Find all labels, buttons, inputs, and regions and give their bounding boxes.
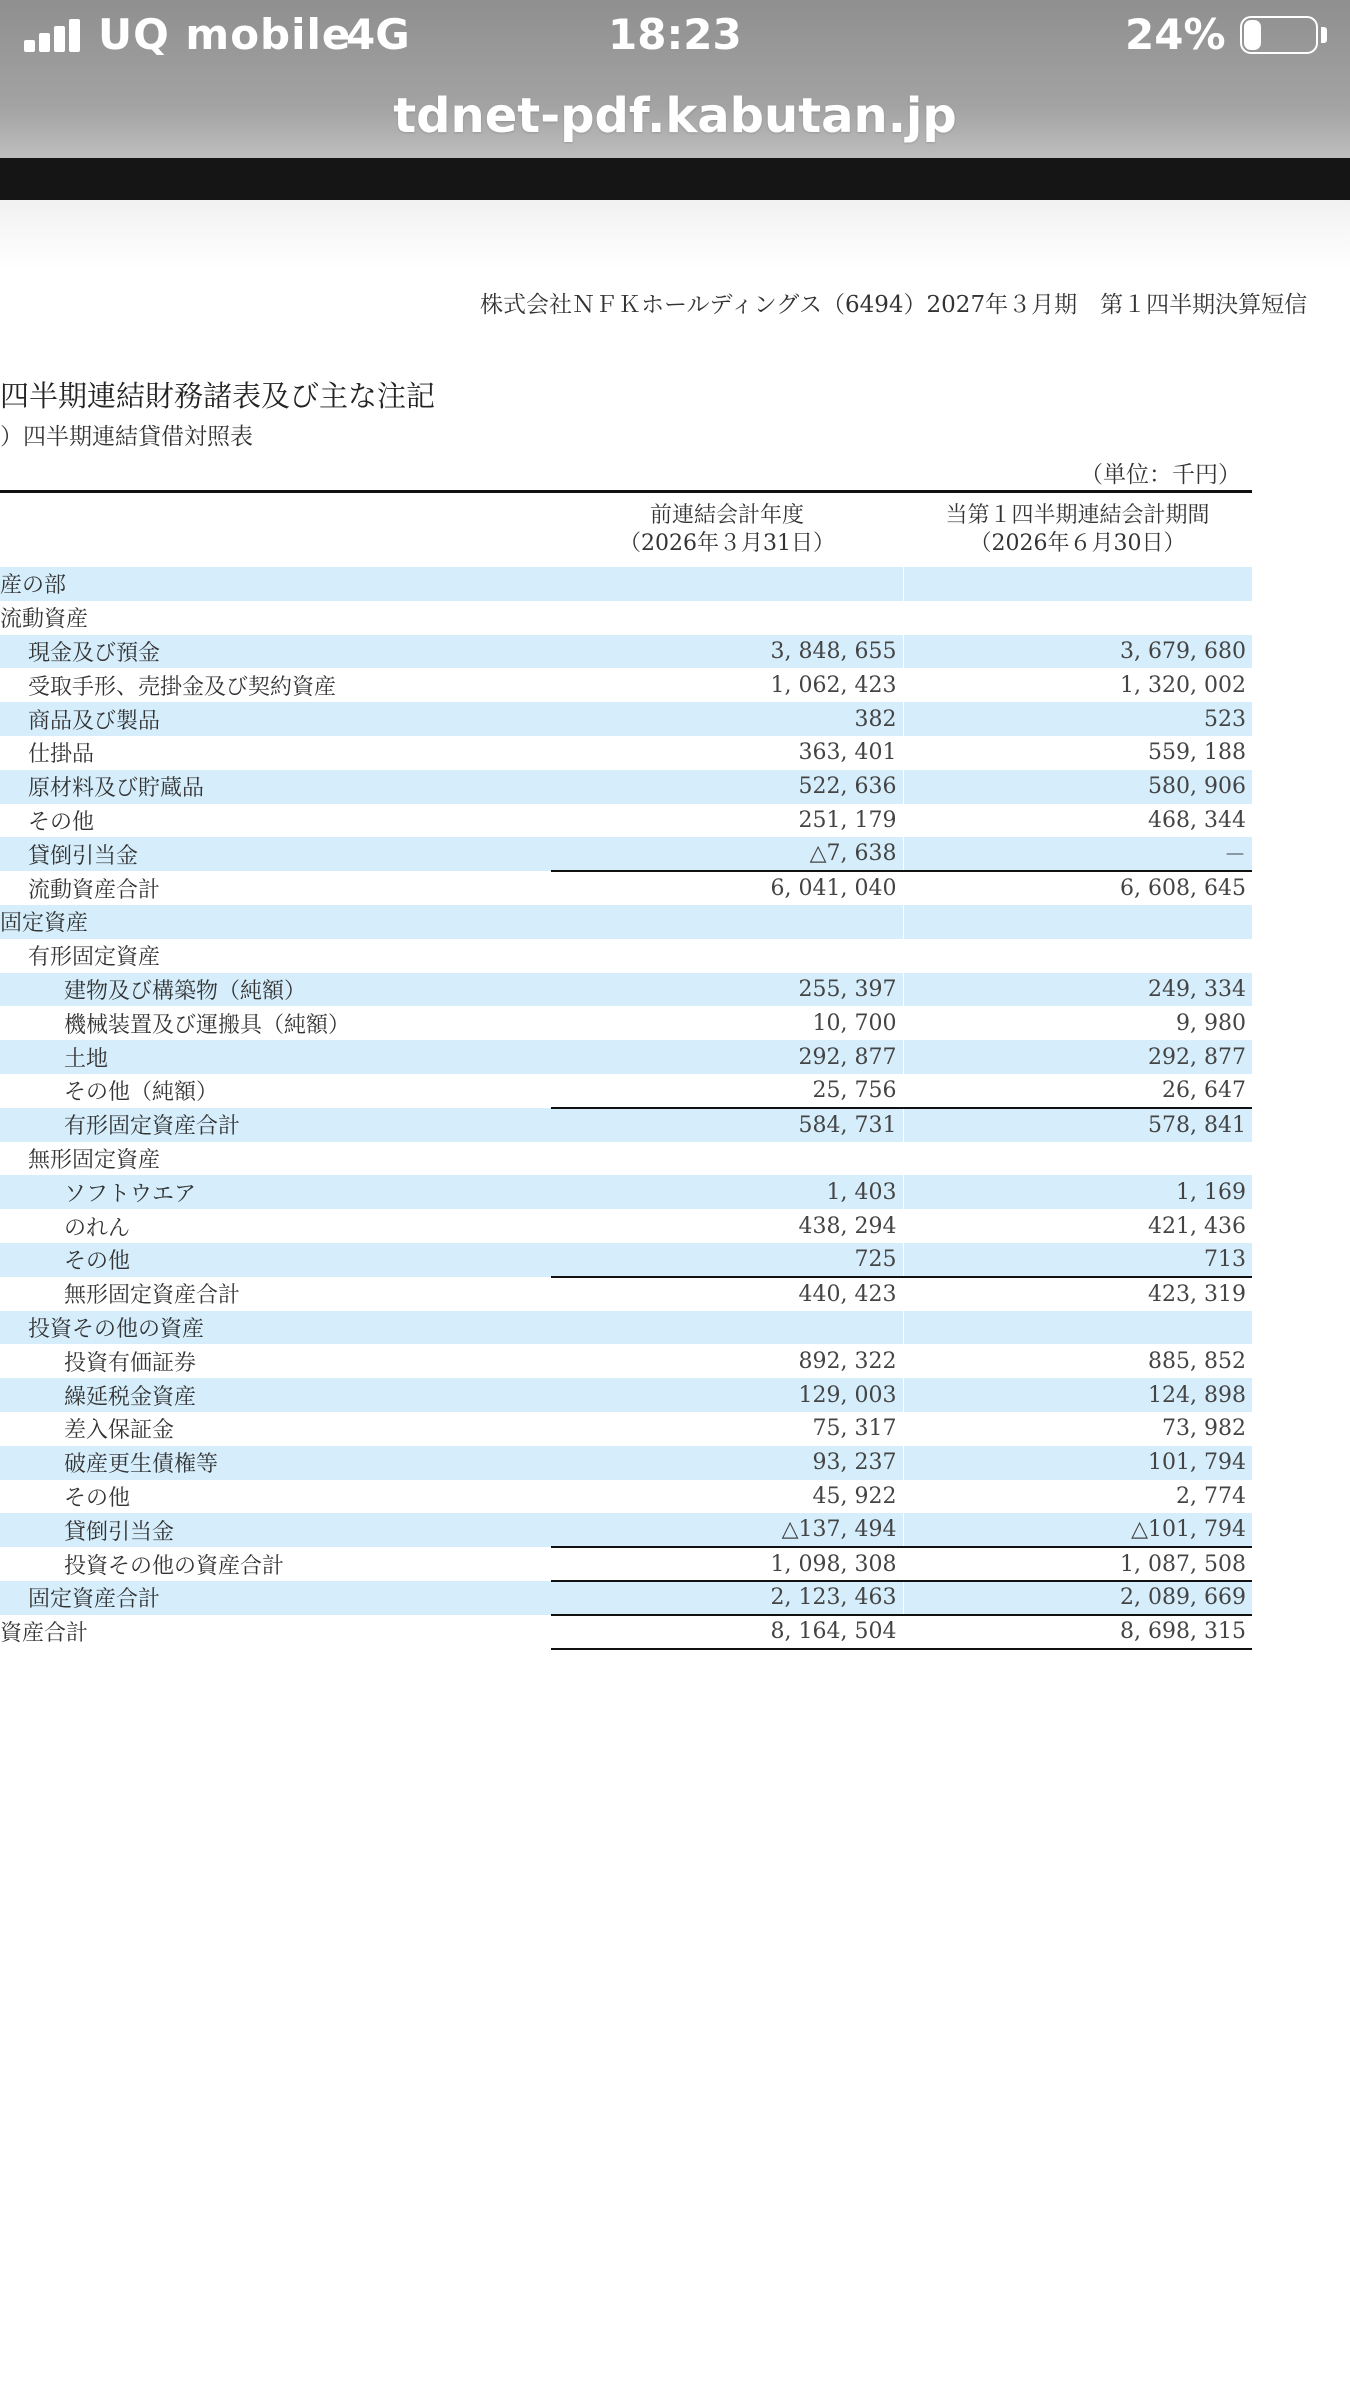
table-row	[0, 668, 1252, 702]
prev-period-value: 438, 294	[798, 1213, 897, 1239]
current-period-value: 2, 089, 669	[903, 1581, 1252, 1615]
table-row	[0, 702, 1252, 736]
table-header-row	[0, 492, 1252, 568]
row-label: 投資その他の資産合計	[64, 1553, 285, 1579]
current-period-value: 713	[903, 1243, 1252, 1277]
prev-period-value: 6, 041, 040	[551, 871, 903, 905]
row-label: 無形固定資産合計	[64, 1283, 241, 1309]
current-period-value: 1, 087, 508	[903, 1547, 1252, 1581]
prev-period-value: 892, 322	[798, 1348, 897, 1374]
signal-bar	[69, 19, 80, 52]
current-period-value	[903, 1311, 1252, 1345]
current-period-value: 124, 898	[903, 1378, 1252, 1412]
table-row	[0, 804, 1252, 838]
row-label: 商品及び製品	[0, 702, 551, 736]
row-label: 投資有価証券	[64, 1350, 197, 1376]
table-row	[0, 1277, 1252, 1311]
row-label: その他	[64, 1485, 131, 1511]
table-row	[0, 1615, 1252, 1649]
current-period-value: △101, 794	[903, 1513, 1252, 1547]
row-label: 産の部	[0, 567, 551, 601]
row-label: 貸倒引当金	[0, 1513, 551, 1547]
table-row	[0, 1175, 1252, 1209]
current-period-value: 468, 344	[903, 804, 1252, 838]
prev-period-value	[551, 567, 903, 601]
table-row	[0, 1547, 1252, 1581]
signal-bar	[24, 40, 35, 52]
section-title: 四半期連結財務諸表及び主な注記	[0, 379, 436, 413]
address-bar-url[interactable]: tdnet-pdf.kabutan.jp	[393, 88, 957, 144]
label-column-header	[0, 492, 551, 568]
prev-period-value: 1, 062, 423	[770, 672, 897, 698]
current-period-value	[903, 905, 1252, 939]
table-row	[0, 871, 1252, 905]
row-label: 仕掛品	[28, 742, 95, 768]
prev-period-date: （2026年３月31日）	[619, 531, 835, 556]
prev-period-value	[551, 1142, 903, 1176]
current-period-value: 292, 877	[903, 1040, 1252, 1074]
table-row	[0, 1412, 1252, 1446]
prev-period-value: 2, 123, 463	[551, 1581, 903, 1615]
table-row	[0, 837, 1252, 871]
carrier-name: UQ mobile	[98, 10, 352, 59]
current-period-value: 423, 319	[903, 1277, 1252, 1311]
row-label: 現金及び預金	[0, 635, 551, 669]
current-period-value: 9, 980	[903, 1006, 1252, 1040]
current-period-date: （2026年６月30日）	[969, 531, 1186, 556]
prev-period-value: 725	[551, 1243, 903, 1277]
prev-period-value: △7, 638	[551, 837, 903, 871]
row-label: 有形固定資産合計	[0, 1108, 551, 1142]
prev-period-value: 1, 403	[551, 1175, 903, 1209]
table-row	[0, 1311, 1252, 1345]
prev-period-column-header	[551, 492, 903, 568]
table-row	[0, 1108, 1252, 1142]
table-row	[0, 1040, 1252, 1074]
sub-title: ）四半期連結貸借対照表	[0, 424, 253, 450]
row-label: 流動資産合計	[28, 877, 161, 903]
current-period-value	[903, 567, 1252, 601]
table-row	[0, 736, 1252, 770]
table-row	[0, 1446, 1252, 1480]
row-label: 有形固定資産	[28, 945, 161, 971]
table-row	[0, 1581, 1252, 1615]
battery-icon	[1240, 16, 1318, 54]
pdf-page[interactable]	[0, 200, 1350, 2400]
prev-period-value: 522, 636	[551, 770, 903, 804]
current-period-value	[903, 939, 1252, 973]
table-row	[0, 1209, 1252, 1243]
prev-period-value: 584, 731	[551, 1108, 903, 1142]
row-label: 機械装置及び運搬具（純額）	[64, 1012, 351, 1038]
prev-period-value	[551, 601, 903, 635]
prev-period-value: 25, 756	[812, 1077, 897, 1103]
table-row	[0, 567, 1252, 601]
prev-period-value: 129, 003	[551, 1378, 903, 1412]
prev-period-value: 3, 848, 655	[551, 635, 903, 669]
current-period-value: 6, 608, 645	[903, 871, 1252, 905]
document-header: 株式会社ＮＦＫホールディングス（6494）2027年３月期 第１四半期決算短信	[480, 292, 1308, 318]
signal-bar	[39, 33, 50, 52]
current-period-value: 421, 436	[903, 1209, 1252, 1243]
row-label: ソフトウエア	[0, 1175, 551, 1209]
current-period-value: 580, 906	[903, 770, 1252, 804]
battery-level-fill	[1244, 20, 1261, 50]
current-period-value: 73, 982	[903, 1412, 1252, 1446]
table-row	[0, 1513, 1252, 1547]
signal-bar	[54, 26, 65, 52]
row-label: 受取手形、売掛金及び契約資産	[28, 674, 337, 700]
current-period-value: 578, 841	[903, 1108, 1252, 1142]
table-row	[0, 635, 1252, 669]
current-period-value: 3, 679, 680	[903, 635, 1252, 669]
status-clock: 18:23	[608, 10, 742, 59]
current-period-value: 523	[903, 702, 1252, 736]
row-label: その他（純額）	[64, 1080, 219, 1106]
prev-period-value: 10, 700	[812, 1010, 897, 1036]
current-period-value: 1, 169	[903, 1175, 1252, 1209]
row-label: 固定資産	[0, 905, 551, 939]
row-label: 無形固定資産	[28, 1147, 161, 1173]
table-row	[0, 939, 1252, 973]
current-period-value: 885, 852	[903, 1344, 1252, 1378]
prev-period-value: 75, 317	[812, 1416, 897, 1442]
table-row	[0, 1074, 1252, 1108]
current-period-value: －	[903, 837, 1252, 871]
current-period-column-header	[903, 492, 1252, 568]
table-row	[0, 905, 1252, 939]
prev-period-value: 1, 098, 308	[551, 1547, 903, 1581]
current-period-value	[903, 1142, 1252, 1176]
row-label: その他	[0, 1243, 551, 1277]
row-label: 流動資産	[0, 607, 89, 633]
battery-cap	[1321, 27, 1327, 43]
table-row	[0, 601, 1252, 635]
table-row	[0, 1344, 1252, 1378]
table-row	[0, 1480, 1252, 1514]
prev-period-title: 前連結会計年度	[649, 503, 804, 528]
row-label: 破産更生債権等	[0, 1446, 551, 1480]
battery-percentage: 24%	[1125, 10, 1226, 59]
balance-sheet-table	[0, 490, 1252, 1650]
row-label: 差入保証金	[64, 1418, 175, 1444]
status-bar	[0, 0, 1350, 72]
row-label: 繰延税金資産	[0, 1378, 551, 1412]
unit-label: （単位：千円）	[1080, 462, 1241, 488]
current-period-title: 当第１四半期連結会計期間	[945, 503, 1210, 528]
prev-period-value: 382	[551, 702, 903, 736]
table-row	[0, 1006, 1252, 1040]
current-period-value: 1, 320, 002	[903, 668, 1252, 702]
row-label: 建物及び構築物（純額）	[0, 973, 551, 1007]
pdf-viewer-top-edge	[0, 158, 1350, 200]
prev-period-value: △137, 494	[551, 1513, 903, 1547]
current-period-value: 26, 647	[903, 1074, 1252, 1108]
prev-period-value: 255, 397	[551, 973, 903, 1007]
row-label: その他	[28, 809, 95, 835]
row-label: 貸倒引当金	[0, 837, 551, 871]
row-label: 固定資産合計	[0, 1581, 551, 1615]
current-period-value	[903, 601, 1252, 635]
network-type: 4G	[346, 10, 410, 59]
table-row	[0, 973, 1252, 1007]
current-period-value: 559, 188	[903, 736, 1252, 770]
prev-period-value: 363, 401	[798, 740, 897, 766]
table-row	[0, 1142, 1252, 1176]
prev-period-value: 93, 237	[551, 1446, 903, 1480]
prev-period-value: 292, 877	[551, 1040, 903, 1074]
browser-chrome	[0, 0, 1350, 195]
row-label: 資産合計	[0, 1621, 89, 1647]
prev-period-value	[551, 939, 903, 973]
row-label: 原材料及び貯蔵品	[0, 770, 551, 804]
signal-strength-icon	[24, 18, 86, 52]
current-period-value: 2, 774	[903, 1480, 1252, 1514]
prev-period-value: 251, 179	[798, 807, 897, 833]
prev-period-value	[551, 905, 903, 939]
row-label: 投資その他の資産	[0, 1311, 551, 1345]
row-label: のれん	[64, 1215, 131, 1241]
current-period-value: 101, 794	[903, 1446, 1252, 1480]
table-row	[0, 1378, 1252, 1412]
table-body	[0, 567, 1252, 1649]
row-label: 土地	[0, 1040, 551, 1074]
prev-period-value: 45, 922	[812, 1483, 897, 1509]
current-period-value: 249, 334	[903, 973, 1252, 1007]
prev-period-value	[551, 1311, 903, 1345]
table-row	[0, 1243, 1252, 1277]
prev-period-value: 8, 164, 504	[551, 1615, 903, 1649]
prev-period-value: 440, 423	[551, 1277, 903, 1311]
table-row	[0, 770, 1252, 804]
current-period-value: 8, 698, 315	[903, 1615, 1252, 1649]
